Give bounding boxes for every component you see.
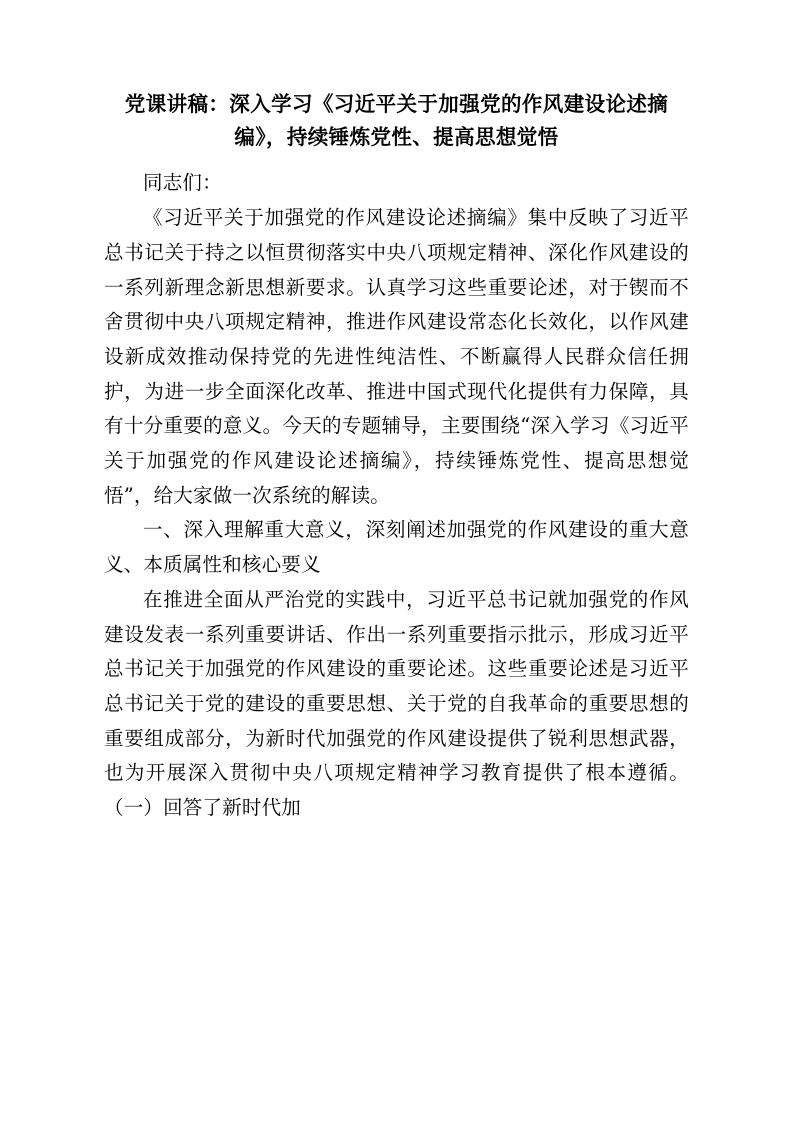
document-title: 党课讲稿：深入学习《习近平关于加强党的作风建设论述摘编》，持续锤炼党性、提高思想觉悟 (124, 92, 669, 150)
paragraph-1: 《习近平关于加强党的作风建设论述摘编》集中反映了习近平总书记关于持之以恒贯彻落实中央八项规定精神、深化作风建设的一系列新理念新思想新要求。认真学习这些重要论述，对于锲而不舍贯彻中央八项规定精神，推进作风建设常态化长效化，以作风建设新成效推动保持党的先进性纯洁性、不断赢得人民群众信任拥护，为进一步全面深化改革、推进中国式现代化提供有力保障，具有十分重要的意义。今天的专题辅导，主要围绕“深入学习《习近平关于加强党的作风建设论述摘编》，持续锤炼党性、提高思想觉悟”，给大家做一次系统的解读。 (104, 206, 689, 507)
section-heading-1: 一、深入理解重大意义，深刻阐述加强党的作风建设的重大意义、本质属性和核心要义 (104, 518, 689, 577)
salutation: 同志们： (143, 171, 222, 195)
paragraph-2: 在推进全面从严治党的实践中，习近平总书记就加强党的作风建设发表一系列重要讲话、作出一系列重要指示批示，形成习近平总书记关于加强党的作风建设的重要论述。这些重要论述是习近平总书记关于党的建设的重要思想、关于党的自我革命的重要思想的重要组成部分，为新时代加强党的作风建设提供了锐利思想武器，也为开展深入贯彻中央八项规定精神学习教育提供了根本遵循。（一）回答了新时代加 (104, 587, 689, 820)
